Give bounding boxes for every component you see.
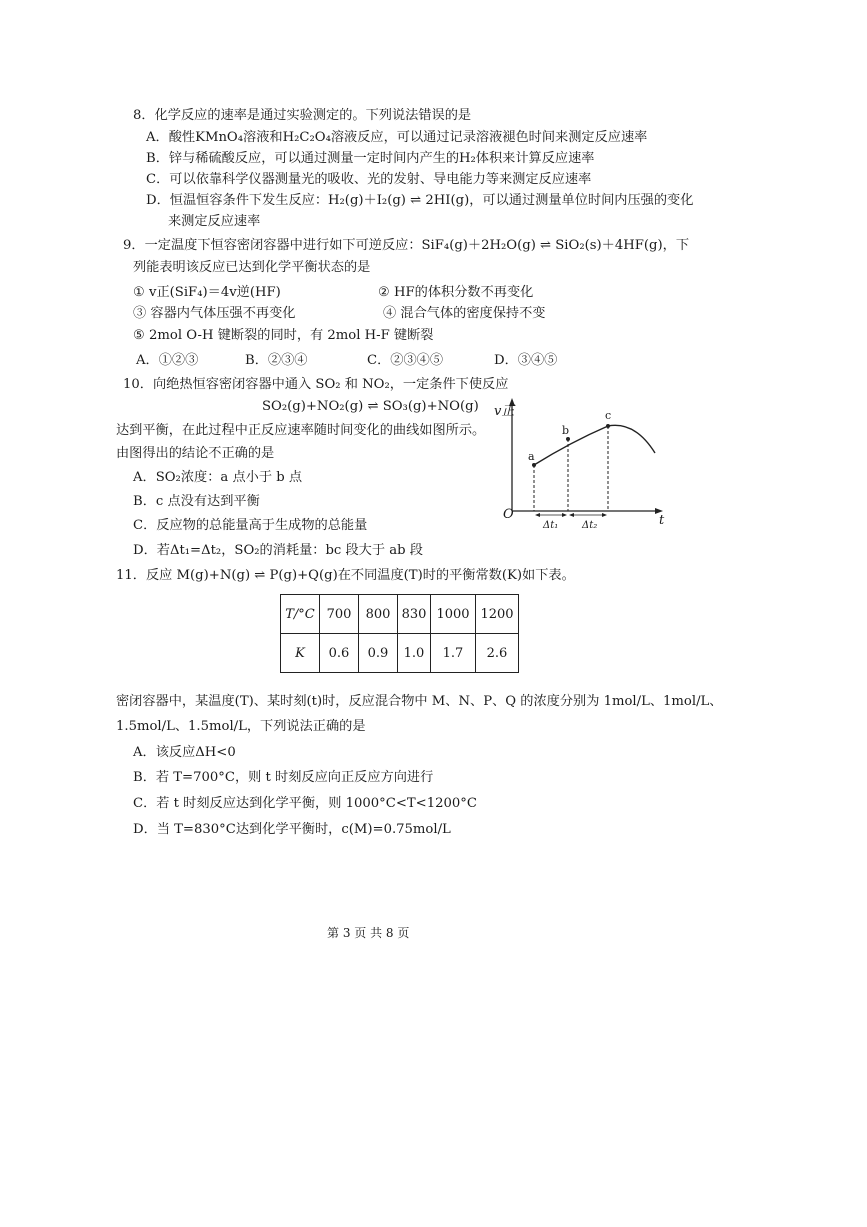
q9-choice-2: ② HF的体积分数不再变化 xyxy=(378,285,534,300)
q11-paragraph-cont: 1.5mol/L、1.5mol/L，下列说法正确的是 xyxy=(116,719,366,734)
q11-option-b: B．若 T=700°C，则 t 时刻反应向正反应方向进行 xyxy=(133,770,434,785)
q9-choice-1: ① v正(SiF₄)＝4v逆(HF) xyxy=(133,285,281,300)
table-cell: 1200 xyxy=(476,595,519,634)
graph-origin: O xyxy=(503,507,514,522)
table-head-t: T/°C xyxy=(281,595,320,634)
q9-option-c: C．②③④⑤ xyxy=(367,353,444,368)
q9-option-d: D．③④⑤ xyxy=(494,353,558,368)
q10-stem: 10．向绝热恒容密闭容器中通入 SO₂ 和 NO₂，一定条件下使反应 xyxy=(123,377,509,392)
table-head-k: K xyxy=(281,634,320,673)
point-b xyxy=(566,437,570,441)
graph-y-label: v正 xyxy=(494,404,515,419)
q8-option-b: B．锌与稀硫酸反应，可以通过测量一定时间内产生的H₂体积来计算反应速率 xyxy=(146,151,595,166)
q10-option-c: C．反应物的总能量高于生成物的总能量 xyxy=(133,518,368,533)
q9-choice-4: ④ 混合气体的密度保持不变 xyxy=(383,306,546,321)
table-cell: 830 xyxy=(398,595,431,634)
graph-label-c: c xyxy=(605,409,612,422)
graph-label-b: b xyxy=(562,424,570,437)
q11-stem: 11．反应 M(g)+N(g) ⇌ P(g)+Q(g)在不同温度(T)时的平衡常数(K)如下表。 xyxy=(116,568,575,583)
table-row xyxy=(281,595,519,634)
q10-line2: 达到平衡，在此过程中正反应速率随时间变化的曲线如图所示。 xyxy=(116,423,486,438)
q9-option-a: A．①②③ xyxy=(136,353,199,368)
page-footer: 第 3 页 共 8 页 xyxy=(327,926,410,940)
q8-stem: 8．化学反应的速率是通过实验测定的。下列说法错误的是 xyxy=(133,108,472,123)
q9-choice-3: ③ 容器内气体压强不再变化 xyxy=(133,306,296,321)
table-cell: 1000 xyxy=(431,595,476,634)
dt2-arrow-left xyxy=(569,513,574,517)
table-cell: 1.0 xyxy=(398,634,431,673)
q9-stem: 9．一定温度下恒容密闭容器中进行如下可逆反应：SiF₄(g)＋2H₂O(g) ⇌ SiO₂(s)＋4HF(g)，下 xyxy=(123,238,690,253)
table-cell: 800 xyxy=(359,595,398,634)
table-cell: 2.6 xyxy=(476,634,519,673)
q8-option-d: D．恒温恒容条件下发生反应：H₂(g)＋I₂(g) ⇌ 2HI(g)，可以通过测量单位时间内压强的变化 xyxy=(146,193,694,208)
q10-option-a: A．SO₂浓度：a 点小于 b 点 xyxy=(133,470,303,485)
q8-option-a: A．酸性KMnO₄溶液和H₂C₂O₄溶液反应，可以通过记录溶液褪色时间来测定反应速率 xyxy=(146,130,648,145)
q10-equation: SO₂(g)+NO₂(g) ⇌ SO₃(g)+NO(g) xyxy=(262,399,479,414)
q8-option-d-cont: 来测定反应速率 xyxy=(168,214,261,229)
graph-dt1: Δt₁ xyxy=(543,520,559,531)
table-row xyxy=(281,634,519,673)
graph-label-a: a xyxy=(528,450,535,463)
q8-option-c: C．可以依靠科学仪器测量光的吸收、光的发射、导电能力等来测定反应速率 xyxy=(146,172,592,187)
q11-option-d: D．当 T=830°C达到化学平衡时，c(M)=0.75mol/L xyxy=(133,822,451,837)
dt2-arrow-right xyxy=(602,513,607,517)
q10-line3: 由图得出的结论不正确的是 xyxy=(116,446,275,461)
rate-curve xyxy=(534,425,655,465)
q9-stem-cont: 列能表明该反应已达到化学平衡状态的是 xyxy=(133,260,371,275)
table-cell: 1.7 xyxy=(431,634,476,673)
q11-paragraph: 密闭容器中，某温度(T)、某时刻(t)时，反应混合物中 M、N、P、Q 的浓度分别为 1mol/L、1mol/L、 xyxy=(116,694,723,709)
q11-option-c: C．若 t 时刻反应达到化学平衡，则 1000°C<T<1200°C xyxy=(133,796,477,811)
q10-option-b: B．c 点没有达到平衡 xyxy=(133,494,260,509)
point-a xyxy=(532,463,536,467)
dt1-arrow-right xyxy=(562,513,567,517)
table-cell: 0.6 xyxy=(320,634,359,673)
graph-dt2: Δt₂ xyxy=(582,520,598,531)
q10-option-d: D．若Δt₁=Δt₂，SO₂的消耗量：bc 段大于 ab 段 xyxy=(133,543,423,558)
point-c xyxy=(606,424,610,428)
q9-choice-5: ⑤ 2mol O-H 键断裂的同时，有 2mol H-F 键断裂 xyxy=(133,328,434,343)
q11-option-a: A．该反应ΔH<0 xyxy=(133,745,236,760)
q9-option-b: B．②③④ xyxy=(245,353,308,368)
dt1-arrow-left xyxy=(535,513,540,517)
table-cell: 700 xyxy=(320,595,359,634)
table-cell: 0.9 xyxy=(359,634,398,673)
graph-x-label: t xyxy=(659,513,665,528)
equilibrium-constant-table xyxy=(280,594,519,673)
